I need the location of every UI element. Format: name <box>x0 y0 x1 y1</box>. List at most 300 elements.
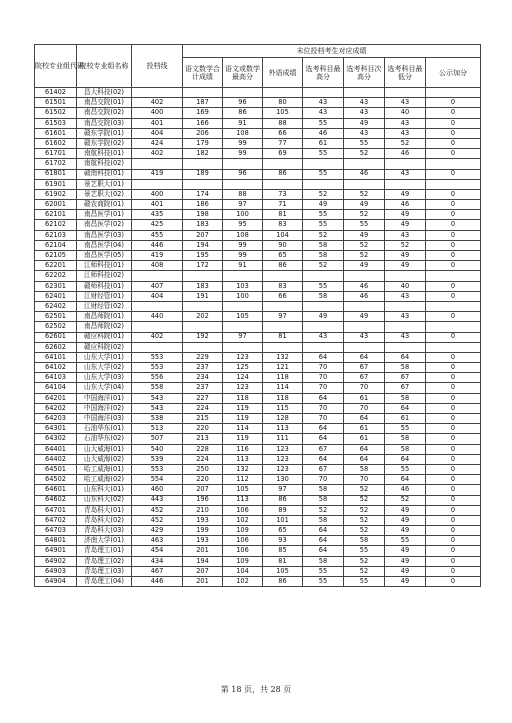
cell-chinese-math-total: 227 <box>183 393 223 403</box>
cell-chinese-math-max: 132 <box>223 464 263 474</box>
cell-chinese-math-max: 102 <box>223 515 263 525</box>
cell-bonus-points: 0 <box>426 98 481 108</box>
table-row <box>35 546 481 556</box>
cell-elective-min: 49 <box>385 261 426 271</box>
cell-elective-max: 49 <box>303 200 344 210</box>
cell-group-name: 山东大学(03) <box>77 373 132 383</box>
cell-chinese-math-max: 100 <box>223 210 263 220</box>
header-group-code: 院校专业组代码 <box>35 45 77 88</box>
cell-cast-line: 452 <box>132 505 183 515</box>
cell-group-code: 64402 <box>35 454 77 464</box>
cell-chinese-math-max: 119 <box>223 403 263 413</box>
cell-elective-min: 43 <box>385 169 426 179</box>
cell-cast-line: 540 <box>132 444 183 454</box>
cell-foreign-language: 104 <box>263 230 303 240</box>
cell-bonus-points <box>426 88 481 98</box>
cell-group-name: 石油华东(02) <box>77 434 132 444</box>
cell-foreign-language: 65 <box>263 526 303 536</box>
cell-elective-max: 55 <box>303 149 344 159</box>
cell-elective-max: 70 <box>303 403 344 413</box>
cell-elective-min: 43 <box>385 230 426 240</box>
cell-group-code: 62001 <box>35 200 77 210</box>
cell-bonus-points: 0 <box>426 169 481 179</box>
cell-foreign-language <box>263 301 303 311</box>
table-row <box>35 363 481 373</box>
cell-group-code: 64601 <box>35 485 77 495</box>
cell-chinese-math-total: 189 <box>183 169 223 179</box>
cell-elective-max: 43 <box>303 332 344 342</box>
cell-elective-min: 49 <box>385 515 426 525</box>
table-row <box>35 464 481 474</box>
cell-chinese-math-total: 193 <box>183 536 223 546</box>
cell-group-name: 南昌医学(02) <box>77 220 132 230</box>
cell-elective-second <box>344 88 385 98</box>
cell-group-name: 南昌交院(01) <box>77 98 132 108</box>
cell-chinese-math-total: 201 <box>183 577 223 587</box>
cell-chinese-math-max: 109 <box>223 556 263 566</box>
cell-elective-second: 67 <box>344 363 385 373</box>
cell-elective-min <box>385 301 426 311</box>
cell-elective-max: 55 <box>303 566 344 576</box>
cell-chinese-math-max: 103 <box>223 281 263 291</box>
table-row <box>35 475 481 485</box>
cell-foreign-language: 66 <box>263 128 303 138</box>
table-row <box>35 373 481 383</box>
cell-group-name: 赣东学院(02) <box>77 138 132 148</box>
cell-chinese-math-max: 113 <box>223 495 263 505</box>
cell-elective-max: 61 <box>303 138 344 148</box>
cell-group-code: 62301 <box>35 281 77 291</box>
cell-chinese-math-max: 124 <box>223 373 263 383</box>
cell-chinese-math-max <box>223 271 263 281</box>
cell-elective-min: 52 <box>385 138 426 148</box>
table-row <box>35 393 481 403</box>
cell-chinese-math-total: 202 <box>183 312 223 322</box>
cell-chinese-math-max: 95 <box>223 220 263 230</box>
header-elective-max: 选考科目最高分 <box>303 58 344 88</box>
cell-elective-min: 58 <box>385 393 426 403</box>
cell-elective-second: 61 <box>344 393 385 403</box>
cell-elective-max: 58 <box>303 485 344 495</box>
cell-elective-second: 52 <box>344 495 385 505</box>
cell-foreign-language: 77 <box>263 138 303 148</box>
cell-group-name: 青岛理工(02) <box>77 556 132 566</box>
cell-group-name: 中国海洋(03) <box>77 414 132 424</box>
cell-elective-second <box>344 159 385 169</box>
cell-elective-min <box>385 322 426 332</box>
table-row <box>35 159 481 169</box>
table-row <box>35 200 481 210</box>
header-foreign-language: 外语成绩 <box>263 58 303 88</box>
cell-bonus-points: 0 <box>426 454 481 464</box>
cell-group-name: 南昌医学(01) <box>77 210 132 220</box>
cell-group-code: 64104 <box>35 383 77 393</box>
cell-foreign-language: 71 <box>263 200 303 210</box>
table-row <box>35 128 481 138</box>
cell-cast-line: 425 <box>132 220 183 230</box>
cell-elective-max: 58 <box>303 515 344 525</box>
cell-cast-line: 404 <box>132 128 183 138</box>
cell-elective-max <box>303 159 344 169</box>
cell-group-code: 64102 <box>35 363 77 373</box>
header-chinese-math-max: 语文或数学最高分 <box>223 58 263 88</box>
cell-chinese-math-total: 210 <box>183 505 223 515</box>
cell-group-name: 中国海洋(02) <box>77 403 132 413</box>
cell-chinese-math-max: 113 <box>223 454 263 464</box>
table-row <box>35 485 481 495</box>
cell-group-code: 61501 <box>35 98 77 108</box>
cell-foreign-language: 132 <box>263 352 303 362</box>
cell-cast-line: 446 <box>132 240 183 250</box>
cell-elective-second: 52 <box>344 526 385 536</box>
cell-elective-second: 43 <box>344 128 385 138</box>
table-row <box>35 312 481 322</box>
cell-elective-second <box>344 301 385 311</box>
cell-group-code: 62201 <box>35 261 77 271</box>
cell-group-code: 62601 <box>35 332 77 342</box>
cell-group-code: 64904 <box>35 577 77 587</box>
cell-elective-min: 52 <box>385 240 426 250</box>
cell-cast-line <box>132 342 183 352</box>
cell-chinese-math-max: 114 <box>223 424 263 434</box>
cell-elective-second: 61 <box>344 434 385 444</box>
cell-elective-second <box>344 322 385 332</box>
cell-group-code: 64903 <box>35 566 77 576</box>
cell-group-name: 景艺职大(02) <box>77 189 132 199</box>
cell-elective-max <box>303 271 344 281</box>
cell-elective-second: 52 <box>344 251 385 261</box>
cell-bonus-points: 0 <box>426 495 481 505</box>
table-row <box>35 230 481 240</box>
cell-elective-min: 55 <box>385 464 426 474</box>
cell-bonus-points: 0 <box>426 118 481 128</box>
cell-elective-max: 70 <box>303 373 344 383</box>
cell-elective-max <box>303 179 344 189</box>
cell-cast-line: 454 <box>132 546 183 556</box>
header-last-candidate: 末位投档考生对应成绩 <box>183 45 481 58</box>
cell-group-code: 64302 <box>35 434 77 444</box>
cell-elective-max: 43 <box>303 98 344 108</box>
cell-group-name: 青岛科大(03) <box>77 526 132 536</box>
cell-cast-line: 538 <box>132 414 183 424</box>
header-elective-min: 选考科目最低分 <box>385 58 426 88</box>
cell-elective-second: 52 <box>344 189 385 199</box>
cell-chinese-math-max: 119 <box>223 414 263 424</box>
table-row <box>35 210 481 220</box>
cell-elective-min: 43 <box>385 98 426 108</box>
cell-elective-max: 70 <box>303 414 344 424</box>
cell-chinese-math-max: 86 <box>223 108 263 118</box>
cell-bonus-points: 0 <box>426 189 481 199</box>
cell-elective-second: 52 <box>344 149 385 159</box>
cell-group-code: 62501 <box>35 312 77 322</box>
cell-chinese-math-total: 169 <box>183 108 223 118</box>
cell-elective-min: 43 <box>385 332 426 342</box>
cell-elective-min: 49 <box>385 526 426 536</box>
cell-elective-second: 64 <box>344 444 385 454</box>
cell-elective-min: 52 <box>385 495 426 505</box>
cell-cast-line: 467 <box>132 566 183 576</box>
cell-elective-min: 58 <box>385 444 426 454</box>
cell-cast-line: 455 <box>132 230 183 240</box>
cell-bonus-points <box>426 342 481 352</box>
cell-chinese-math-total: 220 <box>183 475 223 485</box>
cell-group-code: 64703 <box>35 526 77 536</box>
cell-group-name: 青岛科大(02) <box>77 515 132 525</box>
cell-group-name: 南昌医学(05) <box>77 251 132 261</box>
cell-group-name: 山东科大(01) <box>77 485 132 495</box>
table-row <box>35 495 481 505</box>
cell-elective-second: 64 <box>344 454 385 464</box>
cell-foreign-language: 121 <box>263 363 303 373</box>
cell-elective-max: 58 <box>303 291 344 301</box>
cell-chinese-math-max: 96 <box>223 98 263 108</box>
cell-cast-line <box>132 301 183 311</box>
cell-elective-second: 55 <box>344 577 385 587</box>
table-row <box>35 515 481 525</box>
cell-elective-min: 64 <box>385 475 426 485</box>
cell-chinese-math-total <box>183 301 223 311</box>
cell-cast-line: 553 <box>132 464 183 474</box>
cell-chinese-math-total: 237 <box>183 363 223 373</box>
cell-chinese-math-max: 99 <box>223 251 263 261</box>
cell-group-code: 64202 <box>35 403 77 413</box>
cell-elective-max <box>303 301 344 311</box>
cell-chinese-math-max: 123 <box>223 383 263 393</box>
cell-elective-min: 46 <box>385 149 426 159</box>
cell-bonus-points <box>426 271 481 281</box>
cell-group-name: 赣南科技(01) <box>77 169 132 179</box>
cell-bonus-points: 0 <box>426 475 481 485</box>
cell-elective-max: 64 <box>303 546 344 556</box>
cell-bonus-points: 0 <box>426 526 481 536</box>
cell-elective-second: 61 <box>344 424 385 434</box>
cell-elective-second: 43 <box>344 98 385 108</box>
score-table <box>34 44 481 587</box>
cell-elective-second: 70 <box>344 475 385 485</box>
cell-chinese-math-total: 182 <box>183 149 223 159</box>
cell-chinese-math-total: 198 <box>183 210 223 220</box>
cell-foreign-language <box>263 342 303 352</box>
cell-cast-line: 407 <box>132 281 183 291</box>
cell-foreign-language: 118 <box>263 373 303 383</box>
cell-group-name: 中国海洋(01) <box>77 393 132 403</box>
table-row <box>35 108 481 118</box>
cell-elective-max: 64 <box>303 526 344 536</box>
cell-chinese-math-total: 213 <box>183 434 223 444</box>
cell-elective-min: 49 <box>385 546 426 556</box>
cell-group-code: 64901 <box>35 546 77 556</box>
cell-foreign-language: 88 <box>263 118 303 128</box>
cell-chinese-math-total: 166 <box>183 118 223 128</box>
cell-group-name: 山东科大(02) <box>77 495 132 505</box>
cell-elective-second: 58 <box>344 536 385 546</box>
table-row <box>35 261 481 271</box>
cell-elective-min: 49 <box>385 210 426 220</box>
cell-elective-second: 46 <box>344 291 385 301</box>
cell-group-code: 64801 <box>35 536 77 546</box>
cell-chinese-math-total: 228 <box>183 444 223 454</box>
cell-bonus-points: 0 <box>426 373 481 383</box>
cell-elective-second: 43 <box>344 108 385 118</box>
cell-chinese-math-max: 99 <box>223 240 263 250</box>
cell-elective-max: 52 <box>303 505 344 515</box>
cell-chinese-math-total: 193 <box>183 515 223 525</box>
cell-foreign-language: 80 <box>263 98 303 108</box>
cell-chinese-math-max: 106 <box>223 505 263 515</box>
cell-bonus-points: 0 <box>426 261 481 271</box>
cell-chinese-math-max: 99 <box>223 149 263 159</box>
cell-cast-line: 435 <box>132 210 183 220</box>
table-row <box>35 505 481 515</box>
cell-chinese-math-max: 102 <box>223 577 263 587</box>
table-row <box>35 240 481 250</box>
table-row <box>35 454 481 464</box>
cell-foreign-language: 93 <box>263 536 303 546</box>
cell-cast-line: 400 <box>132 189 183 199</box>
cell-group-name: 赣东学院(01) <box>77 128 132 138</box>
cell-elective-max: 58 <box>303 240 344 250</box>
cell-bonus-points: 0 <box>426 352 481 362</box>
cell-foreign-language <box>263 271 303 281</box>
cell-elective-min: 55 <box>385 424 426 434</box>
cell-elective-max: 52 <box>303 261 344 271</box>
cell-bonus-points: 0 <box>426 556 481 566</box>
cell-cast-line: 460 <box>132 485 183 495</box>
cell-group-code: 64902 <box>35 556 77 566</box>
cell-group-name: 山东大学(02) <box>77 363 132 373</box>
table-row <box>35 566 481 576</box>
cell-chinese-math-max <box>223 301 263 311</box>
cell-elective-second: 49 <box>344 312 385 322</box>
cell-elective-second: 49 <box>344 261 385 271</box>
cell-bonus-points: 0 <box>426 220 481 230</box>
cell-elective-min <box>385 271 426 281</box>
cell-group-code: 61601 <box>35 128 77 138</box>
table-row <box>35 291 481 301</box>
cell-elective-max: 55 <box>303 169 344 179</box>
table-row <box>35 403 481 413</box>
cell-foreign-language <box>263 179 303 189</box>
cell-elective-min: 40 <box>385 108 426 118</box>
cell-group-code: 62602 <box>35 342 77 352</box>
admission-score-sheet <box>34 44 480 587</box>
cell-elective-max: 52 <box>303 189 344 199</box>
cell-group-code: 62402 <box>35 301 77 311</box>
cell-foreign-language: 81 <box>263 332 303 342</box>
cell-chinese-math-total <box>183 159 223 169</box>
cell-chinese-math-total: 207 <box>183 230 223 240</box>
cell-elective-min: 46 <box>385 485 426 495</box>
cell-foreign-language: 89 <box>263 505 303 515</box>
cell-elective-min <box>385 159 426 169</box>
table-row <box>35 169 481 179</box>
cell-elective-min: 40 <box>385 281 426 291</box>
cell-group-name: 南昌医学(04) <box>77 240 132 250</box>
cell-cast-line: 429 <box>132 526 183 536</box>
cell-chinese-math-total: 237 <box>183 383 223 393</box>
cell-cast-line: 553 <box>132 363 183 373</box>
cell-bonus-points: 0 <box>426 505 481 515</box>
cell-cast-line: 440 <box>132 312 183 322</box>
cell-elective-max: 67 <box>303 464 344 474</box>
cell-elective-second: 49 <box>344 230 385 240</box>
cell-group-name: 景艺职大(01) <box>77 179 132 189</box>
cell-foreign-language: 114 <box>263 383 303 393</box>
cell-foreign-language: 86 <box>263 261 303 271</box>
cell-elective-min: 49 <box>385 505 426 515</box>
cell-group-code: 62102 <box>35 220 77 230</box>
cell-bonus-points: 0 <box>426 566 481 576</box>
cell-elective-max: 58 <box>303 495 344 505</box>
cell-cast-line: 401 <box>132 200 183 210</box>
cell-elective-second: 49 <box>344 118 385 128</box>
cell-foreign-language: 105 <box>263 566 303 576</box>
cell-elective-min: 64 <box>385 352 426 362</box>
header-cast-line: 投档线 <box>132 45 183 88</box>
cell-cast-line: 446 <box>132 577 183 587</box>
cell-cast-line: 556 <box>132 373 183 383</box>
cell-elective-second: 52 <box>344 505 385 515</box>
cell-foreign-language: 83 <box>263 281 303 291</box>
cell-bonus-points <box>426 322 481 332</box>
cell-cast-line: 513 <box>132 424 183 434</box>
cell-foreign-language <box>263 159 303 169</box>
cell-bonus-points: 0 <box>426 424 481 434</box>
table-row <box>35 281 481 291</box>
cell-elective-min <box>385 342 426 352</box>
cell-cast-line: 507 <box>132 434 183 444</box>
cell-elective-min: 46 <box>385 200 426 210</box>
cell-elective-max: 55 <box>303 281 344 291</box>
cell-chinese-math-max: 108 <box>223 230 263 240</box>
cell-group-name: 江财经管(01) <box>77 291 132 301</box>
cell-elective-second: 55 <box>344 546 385 556</box>
cell-bonus-points: 0 <box>426 149 481 159</box>
table-row <box>35 383 481 393</box>
cell-cast-line: 539 <box>132 454 183 464</box>
header-group-name: 院校专业组名称 <box>77 45 132 88</box>
cell-elective-max: 70 <box>303 475 344 485</box>
cell-chinese-math-total: 186 <box>183 200 223 210</box>
cell-group-name: 赣应科院(01) <box>77 332 132 342</box>
cell-elective-max: 64 <box>303 424 344 434</box>
cell-elective-second: 52 <box>344 485 385 495</box>
cell-foreign-language: 86 <box>263 495 303 505</box>
cell-group-name: 山东大学(04) <box>77 383 132 393</box>
cell-cast-line: 402 <box>132 332 183 342</box>
cell-chinese-math-total: 187 <box>183 98 223 108</box>
table-row <box>35 179 481 189</box>
cell-elective-max: 64 <box>303 393 344 403</box>
cell-bonus-points: 0 <box>426 444 481 454</box>
cell-chinese-math-total: 250 <box>183 464 223 474</box>
cell-chinese-math-total: 195 <box>183 251 223 261</box>
cell-bonus-points: 0 <box>426 546 481 556</box>
cell-group-name: 青岛科大(01) <box>77 505 132 515</box>
cell-elective-second: 52 <box>344 515 385 525</box>
header-bonus-points: 公示加分 <box>426 58 481 88</box>
cell-elective-second <box>344 342 385 352</box>
cell-bonus-points: 0 <box>426 434 481 444</box>
cell-group-name: 石油华东(01) <box>77 424 132 434</box>
cell-chinese-math-total: 199 <box>183 526 223 536</box>
cell-group-name: 南昌交院(03) <box>77 118 132 128</box>
cell-bonus-points: 0 <box>426 138 481 148</box>
cell-group-code: 62104 <box>35 240 77 250</box>
cell-chinese-math-max: 116 <box>223 444 263 454</box>
cell-group-code: 64501 <box>35 464 77 474</box>
